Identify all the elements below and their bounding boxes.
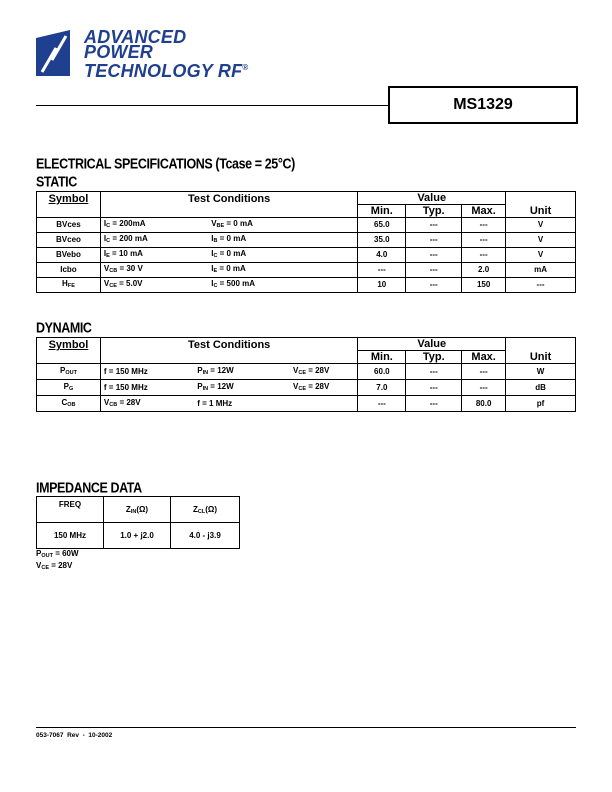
unit-header-blank <box>506 338 576 351</box>
condition-1: $V_{CB} = 28V$ <box>100 396 194 412</box>
condition-2: $I_C = 500$ mA <box>208 278 358 293</box>
symbol-header: Symbol <box>37 192 101 218</box>
table-row <box>37 396 576 412</box>
logo-line-2: POWER <box>84 42 154 62</box>
symbol-cell: BVebo <box>37 248 101 263</box>
zcl-header: $Z_{CL}(\Omega)$ <box>171 497 240 523</box>
impedance-section-title: IMPEDANCE DATA <box>36 480 142 497</box>
unit-cell: --- <box>506 278 576 293</box>
company-logo-icon <box>36 30 80 76</box>
symbol-cell: BVceo <box>37 233 101 248</box>
condition-2: $I_C = 0$ mA <box>208 248 358 263</box>
condition-3: $V_{CE} = 28V$ <box>290 380 358 396</box>
typ-cell: --- <box>406 218 462 233</box>
max-header: Max. <box>462 205 506 218</box>
table-row <box>37 364 576 380</box>
min-cell: 60.0 <box>358 364 406 380</box>
condition-2: $I_B = 0$ mA <box>208 233 358 248</box>
typ-cell: --- <box>406 263 462 278</box>
max-cell: --- <box>462 218 506 233</box>
typ-cell: --- <box>406 364 462 380</box>
impedance-conditions <box>36 549 79 573</box>
typ-cell: --- <box>406 278 462 293</box>
min-header: Min. <box>358 205 406 218</box>
min-cell: 4.0 <box>358 248 406 263</box>
max-cell: 2.0 <box>462 263 506 278</box>
table-row <box>37 248 576 263</box>
condition-2: f = 1 MHz <box>194 396 290 412</box>
freq-cell: 150 MHz <box>37 523 104 549</box>
unit-cell: V <box>506 218 576 233</box>
table-row <box>37 233 576 248</box>
typ-cell: --- <box>406 380 462 396</box>
min-header: Min. <box>358 351 406 364</box>
condition-1: $V_{CE} = 5.0V$ <box>100 278 208 293</box>
typ-header: Typ. <box>406 205 462 218</box>
unit-cell: pf <box>506 396 576 412</box>
impedance-table <box>36 496 240 549</box>
condition-1: $I_C = 200$ mA <box>100 233 208 248</box>
min-cell: 35.0 <box>358 233 406 248</box>
condition-2: $V_{BE} = 0$ mA <box>208 218 358 233</box>
note-pout: $P_{OUT} = 60W$ <box>36 549 79 559</box>
typ-cell: --- <box>406 396 462 412</box>
registered-mark: ® <box>242 63 249 72</box>
condition-1: f = 150 MHz <box>100 364 194 380</box>
table-row <box>37 380 576 396</box>
condition-2: $P_{IN} = 12W$ <box>194 380 290 396</box>
table-header-row <box>37 338 576 351</box>
dynamic-section-title: DYNAMIC <box>36 320 92 337</box>
max-cell: --- <box>462 364 506 380</box>
max-cell: --- <box>462 380 506 396</box>
condition-1: $I_E = 10$ mA <box>100 248 208 263</box>
unit-header: Unit <box>506 205 576 218</box>
zin-cell: 1.0 + j2.0 <box>104 523 171 549</box>
typ-header: Typ. <box>406 351 462 364</box>
typ-cell: --- <box>406 248 462 263</box>
value-header: Value <box>358 338 506 351</box>
value-header: Value <box>358 192 506 205</box>
company-logo-text <box>84 27 249 81</box>
min-cell: 7.0 <box>358 380 406 396</box>
unit-cell: V <box>506 248 576 263</box>
symbol-cell: BVces <box>37 218 101 233</box>
table-header-row <box>37 192 576 205</box>
condition-2: $I_E = 0$ mA <box>208 263 358 278</box>
unit-cell: W <box>506 364 576 380</box>
max-cell: --- <box>462 233 506 248</box>
condition-3 <box>290 396 358 412</box>
conditions-header: Test Conditions <box>100 338 357 364</box>
max-cell: 150 <box>462 278 506 293</box>
part-number: MS1329 <box>453 96 513 113</box>
table-header-row <box>37 497 240 523</box>
static-section-title: STATIC <box>36 174 77 191</box>
condition-3: $V_{CE} = 28V$ <box>290 364 358 380</box>
table-row <box>37 278 576 293</box>
conditions-header: Test Conditions <box>100 192 357 218</box>
table-row <box>37 263 576 278</box>
condition-1: $V_{CB} = 30$ V <box>100 263 208 278</box>
unit-cell: V <box>506 233 576 248</box>
min-cell: 10 <box>358 278 406 293</box>
document-number: 053-7067 Rev - 10-2002 <box>36 732 113 739</box>
unit-header-blank <box>506 192 576 205</box>
max-cell: --- <box>462 248 506 263</box>
min-cell: --- <box>358 396 406 412</box>
max-header: Max. <box>462 351 506 364</box>
header-rule <box>36 105 388 106</box>
logo-line-1: ADVANCED <box>84 27 187 47</box>
unit-cell: dB <box>506 380 576 396</box>
part-number-box <box>388 86 578 124</box>
table-row <box>37 523 240 549</box>
symbol-header: Symbol <box>37 338 101 364</box>
typ-cell: --- <box>406 233 462 248</box>
condition-1: f = 150 MHz <box>100 380 194 396</box>
symbol-cell: $H_{FE}$ <box>37 278 101 293</box>
zin-header: $Z_{IN}(\Omega)$ <box>104 497 171 523</box>
unit-header: Unit <box>506 351 576 364</box>
table-row <box>37 218 576 233</box>
symbol-cell: $P_G$ <box>37 380 101 396</box>
footer-rule <box>36 727 576 728</box>
static-specs-table <box>36 191 576 293</box>
zcl-cell: 4.0 - j3.9 <box>171 523 240 549</box>
max-cell: 80.0 <box>462 396 506 412</box>
symbol-cell: $P_{OUT}$ <box>37 364 101 380</box>
min-cell: --- <box>358 263 406 278</box>
min-cell: 65.0 <box>358 218 406 233</box>
condition-1: $I_C = 200mA$ <box>100 218 208 233</box>
logo-line-3: TECHNOLOGY RF <box>84 61 243 81</box>
symbol-cell: Icbo <box>37 263 101 278</box>
condition-2: $P_{IN} = 12W$ <box>194 364 290 380</box>
unit-cell: mA <box>506 263 576 278</box>
symbol-cell: $C_{OB}$ <box>37 396 101 412</box>
dynamic-specs-table <box>36 337 576 412</box>
freq-header: FREQ <box>37 497 104 523</box>
electrical-specs-title: ELECTRICAL SPECIFICATIONS (Tcase = 25°C) <box>36 156 295 173</box>
note-vce: $V_{CE} = 28V$ <box>36 561 73 571</box>
